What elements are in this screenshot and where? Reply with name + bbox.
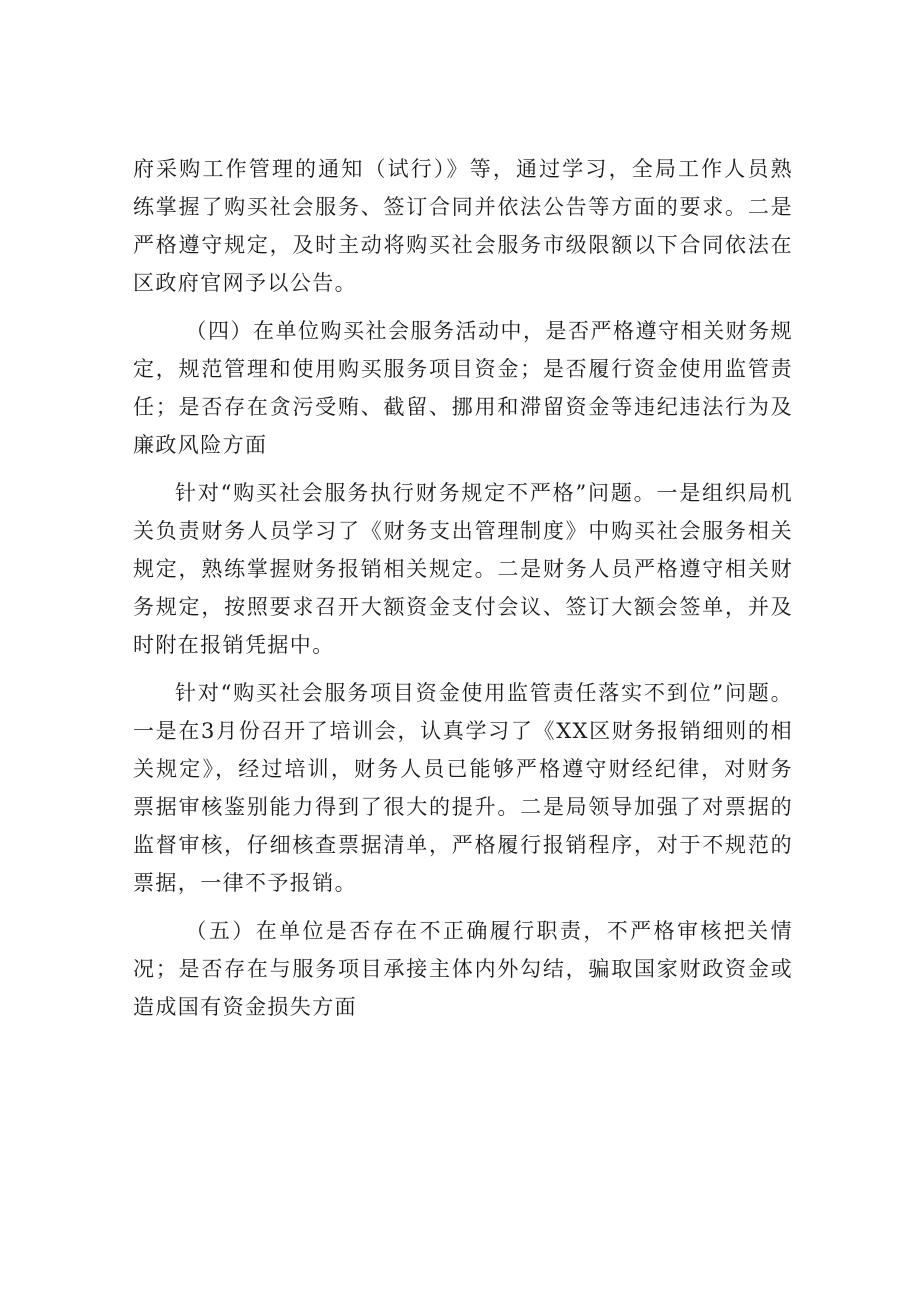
paragraph-continued: 府采购工作管理的通知（试行）》等，通过学习，全局工作人员熟练掌握了购买社会服务、签订合同并依法公告等方面的要求。二是严格遵守规定，及时主动将购买社会服务市级限额以下合同依法在区政府官网予以公告。 <box>133 157 793 295</box>
section-heading-four: （四）在单位购买社会服务活动中，是否严格遵守相关财务规定，规范管理和使用购买服务项目资金；是否履行资金使用监管责任；是否存在贪污受贿、截留、挪用和滞留资金等违纪违法行为及廉政风险方面 <box>133 319 793 457</box>
paragraph-fund-supervision: 针对“购买社会服务项目资金使用监管责任落实不到位”问题。一是在3月份召开了培训会，认真学习了《XX区财务报销细则的相关规定》，经过培训，财务人员已能够严格遵守财经纪律，对财务票据审核鉴别能力得到了很大的提升。二是局领导加强了对票据的监督审核，仔细核查票据清单，严格履行报销程序，对于不规范的票据，一律不予报销。 <box>133 681 793 895</box>
section-heading-five: （五）在单位是否存在不正确履行职责，不严格审核把关情况；是否存在与服务项目承接主体内外勾结，骗取国家财政资金或造成国有资金损失方面 <box>133 919 793 1019</box>
document-body <box>133 150 793 1036</box>
paragraph-finance-rules: 针对“购买社会服务执行财务规定不严格”问题。一是组织局机关负责财务人员学习了《财务支出管理制度》中购买社会服务相关规定，熟练掌握财务报销相关规定。二是财务人员严格遵守相关财务规定，按照要求召开大额资金支付会议、签订大额会签单，并及时附在报销凭据中。 <box>133 481 793 657</box>
